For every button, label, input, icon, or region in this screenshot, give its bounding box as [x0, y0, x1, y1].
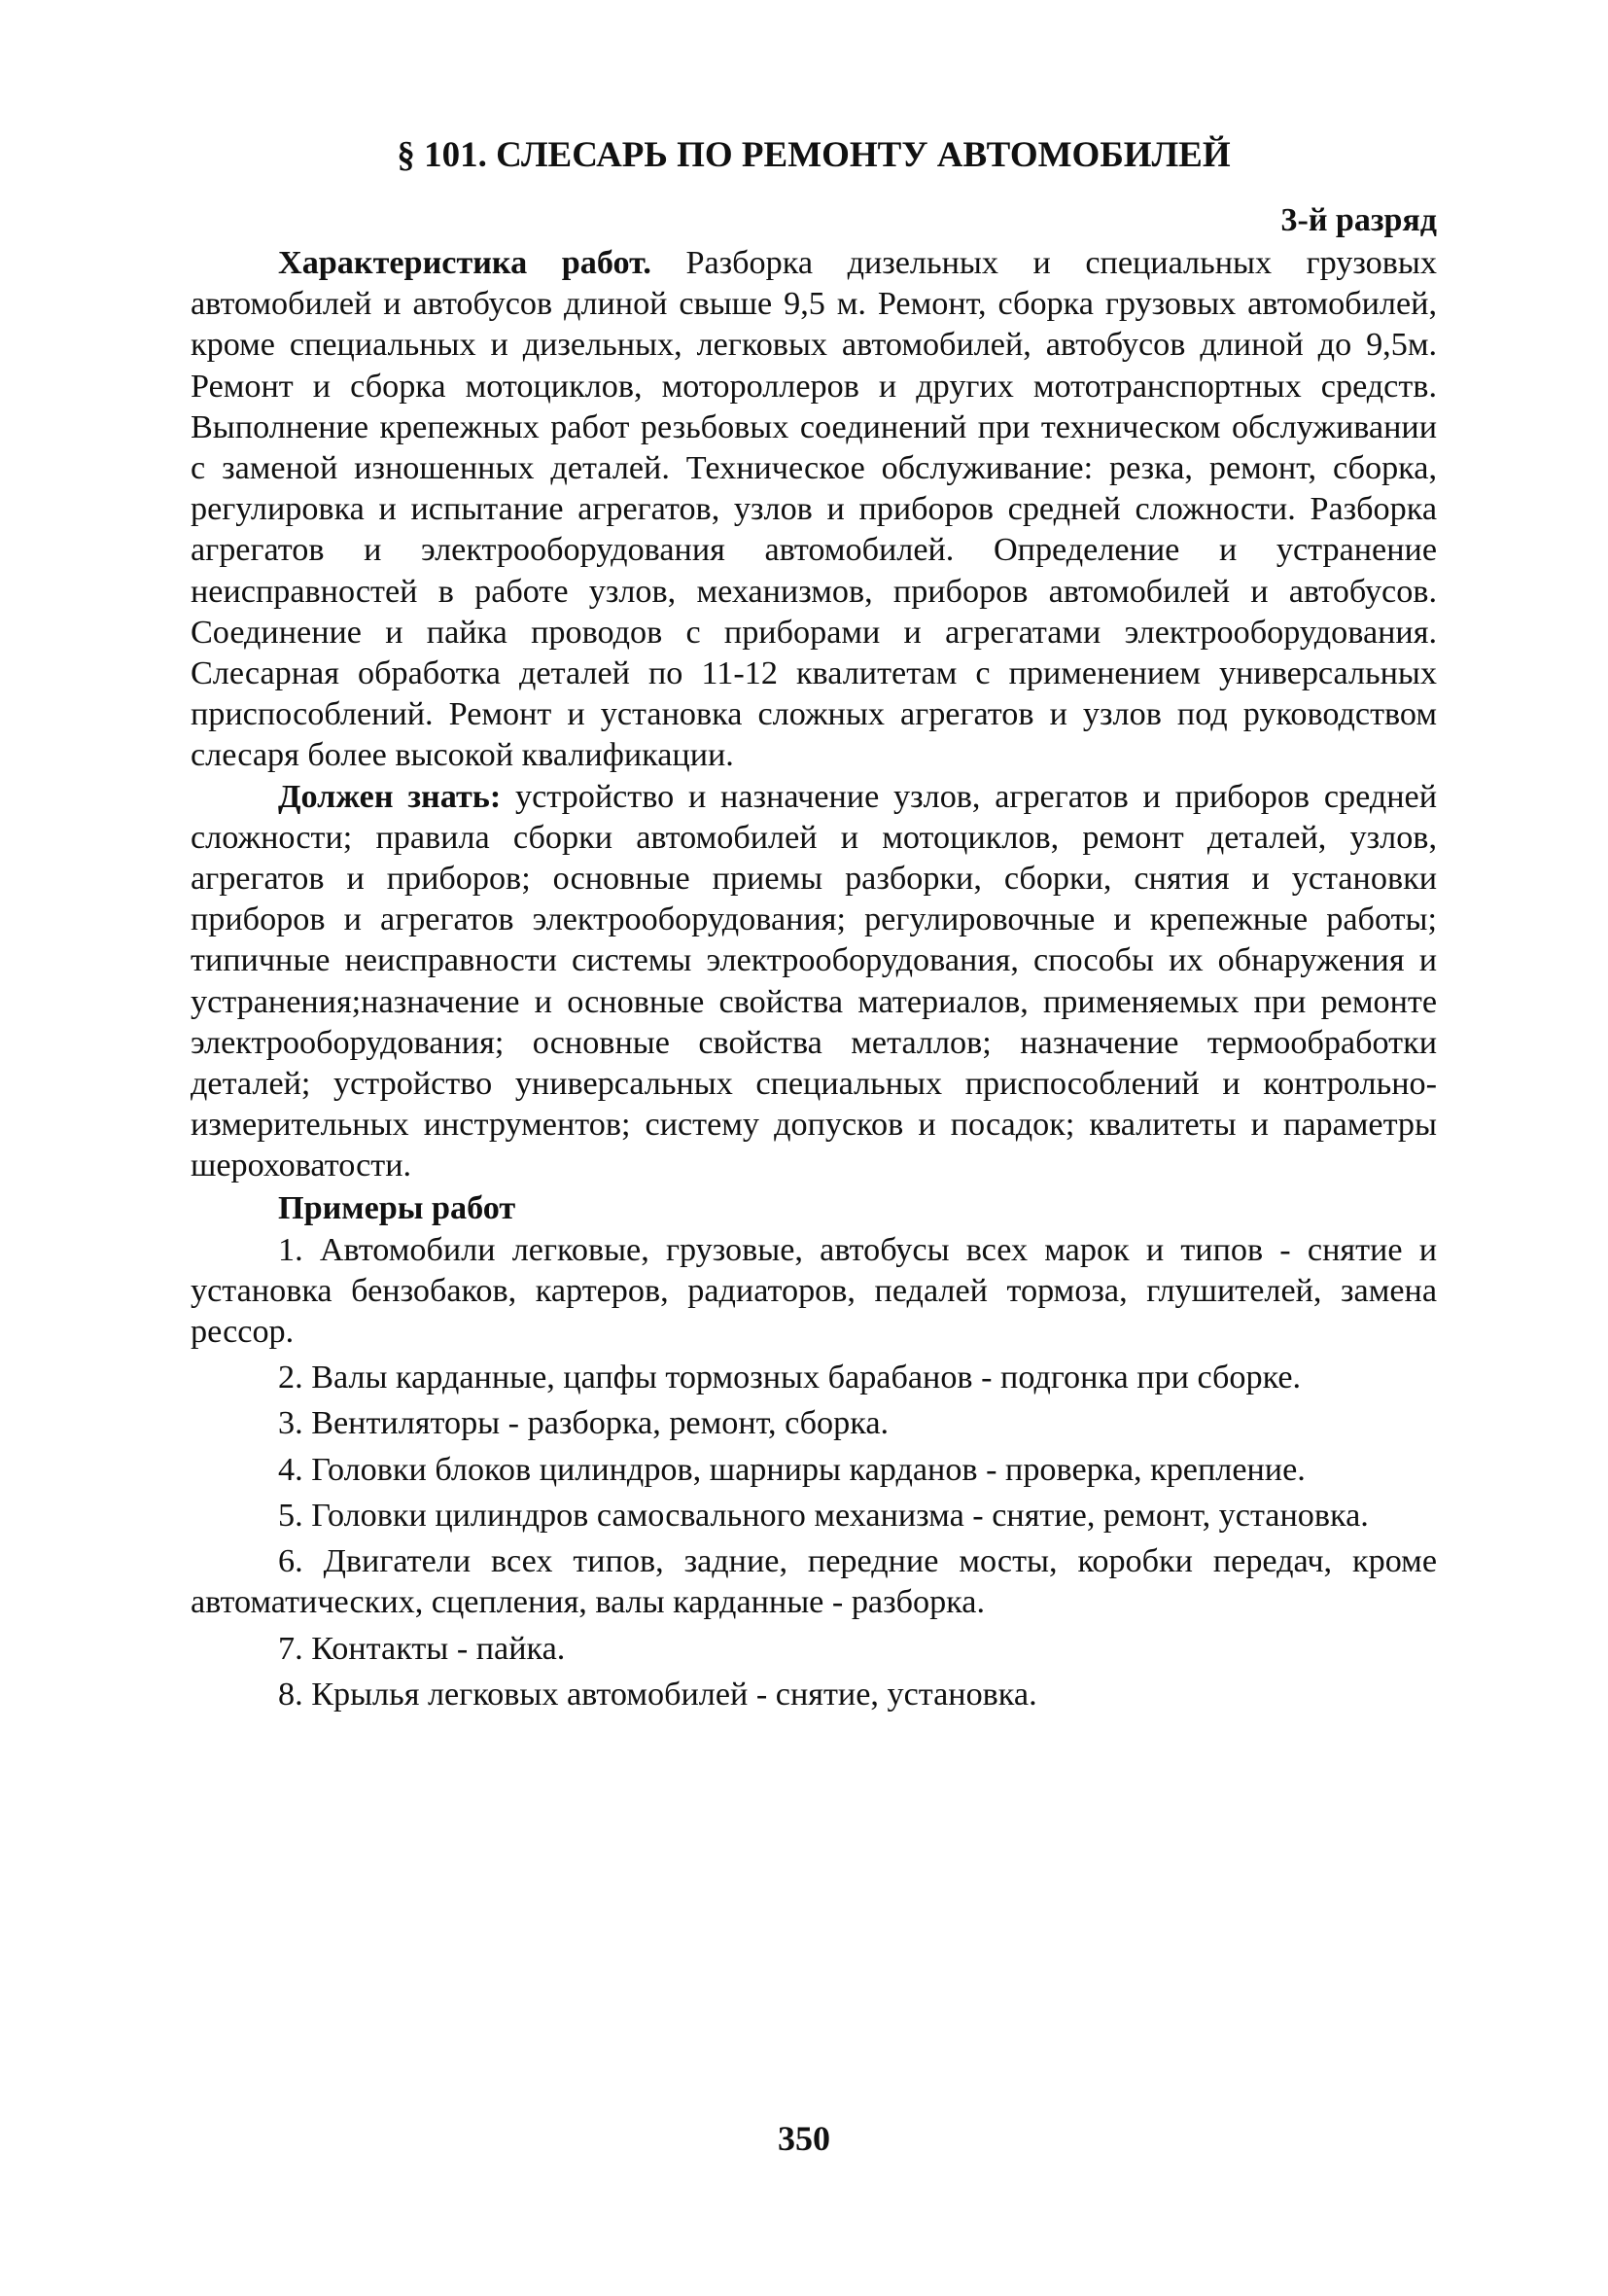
example-item-2: 2. Валы карданные, цапфы тормозных барабанов - подгонка при сборке. — [278, 1360, 1302, 1396]
work-characteristics-paragraph — [191, 243, 1437, 777]
examples-list — [191, 1230, 1437, 1715]
example-item-1: 1. Автомобили легковые, грузовые, автобусы всех марок и типов - снятие и установка бензобаков, картеров, радиаторов, педалей тормоза, глушителей, замена рессор. — [191, 1231, 1437, 1351]
work-characteristics-heading: Характеристика работ. — [278, 245, 651, 281]
example-item-3: 3. Вентиляторы - разборка, ремонт, сборка. — [278, 1405, 890, 1442]
section-title: § 101. СЛЕСАРЬ ПО РЕМОНТУ АВТОМОБИЛЕЙ — [397, 135, 1231, 175]
required-knowledge-heading: Должен знать: — [278, 778, 502, 815]
example-item-8: 8. Крылья легковых автомобилей - снятие, установка. — [278, 1676, 1037, 1713]
example-item-5: 5. Головки цилиндров самосвального механизма - снятие, ремонт, установка. — [278, 1497, 1369, 1534]
work-characteristics-text: Разборка дизельных и специальных грузовых автомобилей и автобусов длиной свыше 9,5 м. Ремонт, сборка грузовых автомобилей, кроме специальных и дизельных, легковых автомобилей, автобусов длиной до 9,5м. Ремонт и сборка мотоциклов, мотороллеров и других мототранспортных средств. Выполнение крепежных работ резьбовых соединений при техническом обслуживании с заменой изношенных деталей. Техническое обслуживание: резка, ремонт, сборка, регулировка и испытание агрегатов, узлов и приборов средней сложности. Разборка агрегатов и электрооборудования автомобилей. Определение и устранение неисправностей в работе узлов, механизмов, приборов автомобилей и автобусов. Соединение и пайка проводов с приборами и агрегатами электрооборудования. Слесарная обработка деталей по 11-12 квалитетам с применением универсальных приспособлений. Ремонт и установка сложных агрегатов и узлов под руководством слесаря более высокой квалификации. — [191, 245, 1437, 774]
required-knowledge-paragraph — [191, 777, 1437, 1187]
document-page — [191, 124, 1437, 1720]
rank-label: 3-й разряд — [1280, 202, 1437, 238]
required-knowledge-text: устройство и назначение узлов, агрегатов и приборов средней сложности; правила сборки автомобилей и мотоциклов, ремонт деталей, узлов, агрегатов и приборов; основные приемы разборки, сборки, снятия и установки приборов и агрегатов электрооборудования; регулировочные и крепежные работы; типичные неисправности системы электрооборудования, способы их обнаружения и устранения;назначение и основные свойства материалов, применяемых при ремонте электрооборудования; основные свойства металлов; назначение термообработки деталей; устройство универсальных специальных приспособлений и контрольно-измерительных инструментов; систему допусков и посадок; квалитеты и параметры шероховатости. — [191, 778, 1437, 1184]
examples-heading: Примеры работ — [278, 1189, 516, 1226]
example-item-7: 7. Контакты - пайка. — [278, 1630, 566, 1667]
example-item-6: 6. Двигатели всех типов, задние, передние мосты, коробки передач, кроме автоматических, сцепления, валы карданные - разборка. — [191, 1543, 1437, 1621]
example-item-4: 4. Головки блоков цилиндров, шарниры карданов - проверка, крепление. — [278, 1451, 1306, 1488]
page-number: 350 — [778, 2119, 830, 2158]
